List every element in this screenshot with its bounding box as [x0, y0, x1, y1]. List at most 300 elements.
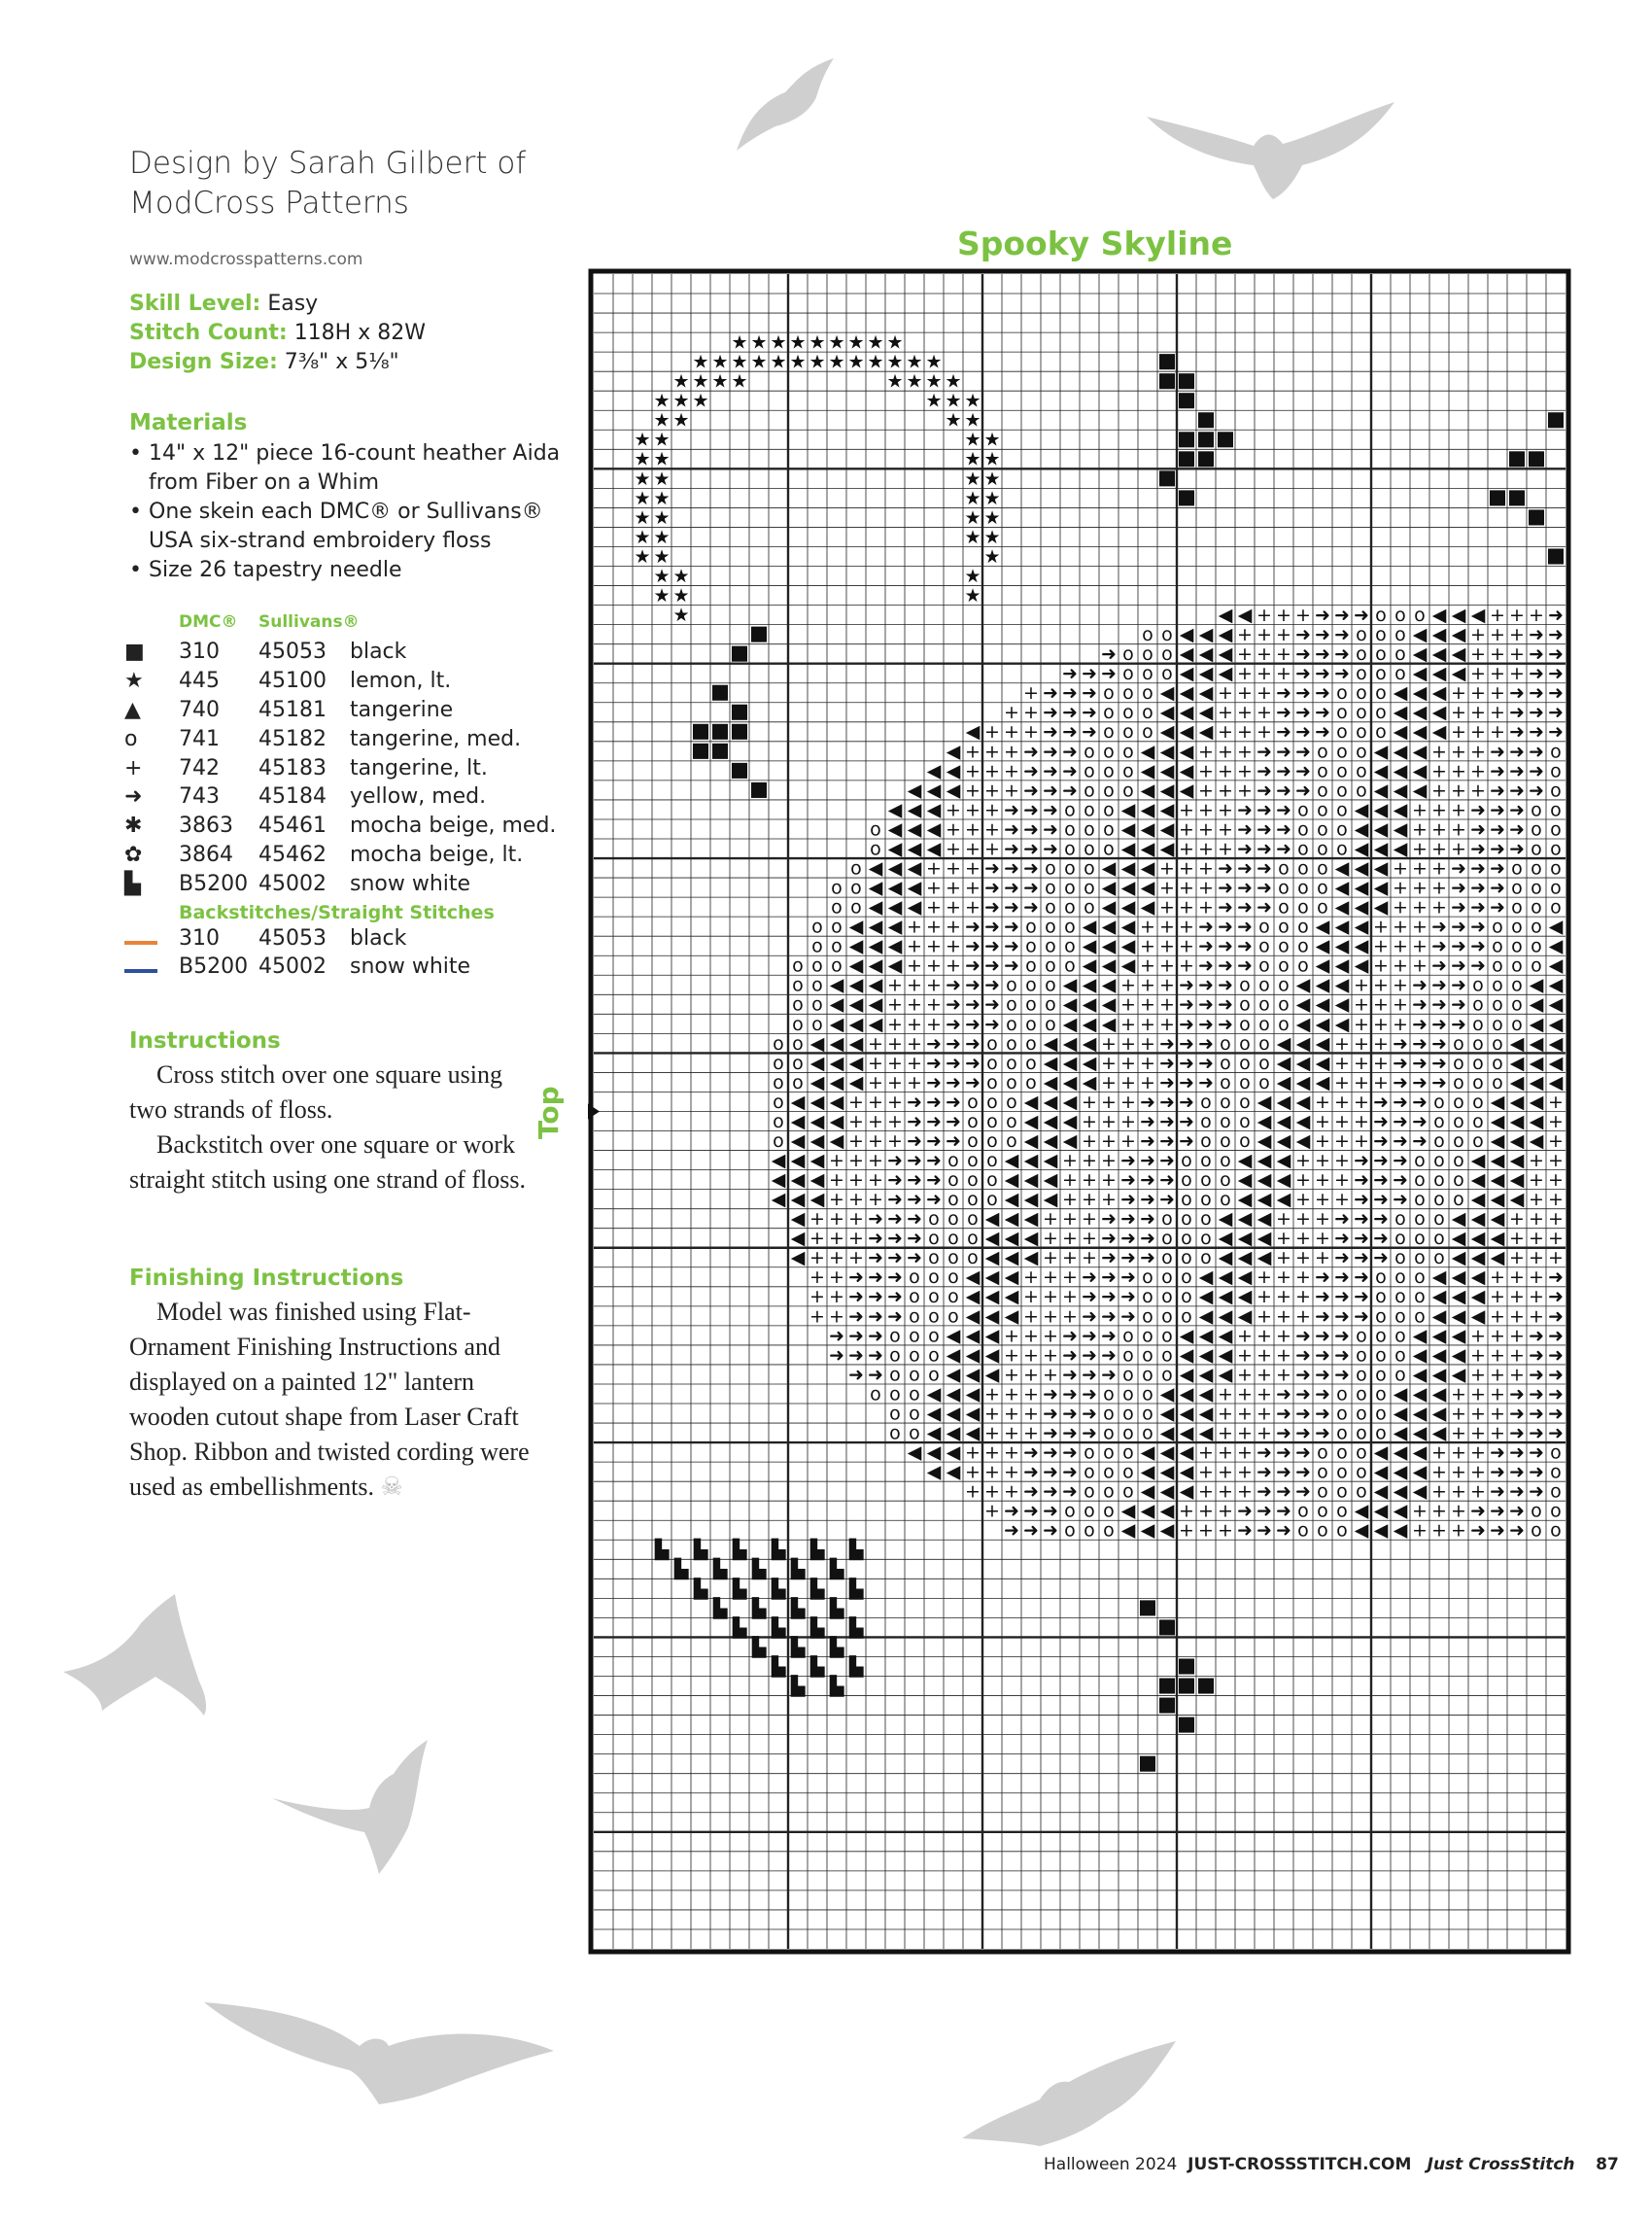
stitch-yellow: ➜ — [1159, 1071, 1175, 1093]
stitch-tangerine: ◀ — [1490, 1091, 1505, 1113]
stitch-yellow: ➜ — [965, 1052, 981, 1074]
stitch-yellow: ➜ — [1529, 624, 1544, 646]
stitch-tangerine-lt: + — [984, 1383, 1000, 1405]
stitch-tangerine: ◀ — [1159, 1480, 1175, 1503]
stitch-tangerine-lt: + — [1198, 838, 1214, 860]
stitch-yellow: ➜ — [1451, 993, 1466, 1016]
stitch-tangerine-lt: + — [1237, 1422, 1253, 1444]
stitch-tangerine-med: o — [1181, 1149, 1192, 1171]
stitch-tangerine: ◀ — [790, 1247, 806, 1269]
stitch-tangerine-lt: + — [1373, 974, 1389, 996]
stitch-tangerine-lt: + — [984, 1403, 1000, 1425]
stitch-tangerine: ◀ — [1451, 1305, 1466, 1328]
stitch-yellow: ➜ — [984, 935, 1000, 957]
stitch-lemon: ★ — [770, 331, 787, 354]
stitch-tangerine: ◀ — [965, 1422, 981, 1444]
stitch-yellow: ➜ — [1101, 663, 1117, 685]
stitch-tangerine-lt: + — [1354, 1110, 1369, 1132]
stitch-tangerine-lt: + — [1004, 1364, 1019, 1386]
stitch-tangerine: ◀ — [1490, 1247, 1505, 1269]
stitch-tangerine-med: o — [1006, 1052, 1017, 1074]
stitch-tangerine-lt: + — [1256, 682, 1272, 705]
stitch-tangerine-lt: + — [1276, 1325, 1291, 1347]
stitch-tangerine-lt: + — [965, 741, 981, 763]
stitch-tangerine-lt: + — [1276, 663, 1291, 685]
designer-line-1: Design by Sarah Gilbert of — [129, 146, 527, 181]
stitch-tangerine: ◀ — [1431, 605, 1447, 627]
stitch-yellow: ➜ — [946, 1071, 961, 1093]
stitch-black — [712, 744, 728, 759]
stitch-tangerine-lt: + — [946, 818, 961, 841]
stitch-tangerine: ◀ — [1509, 1189, 1525, 1211]
stitch-yellow: ➜ — [1295, 1441, 1311, 1464]
stitch-tangerine-med: o — [947, 1266, 959, 1289]
stitch-yellow: ➜ — [1509, 838, 1525, 860]
stitch-tangerine: ◀ — [809, 1071, 825, 1093]
stitch-tangerine-lt: + — [1470, 741, 1486, 763]
stitch-tangerine: ◀ — [1256, 1149, 1272, 1171]
stitch-tangerine-med: o — [1258, 916, 1270, 938]
stitch-yellow: ➜ — [1082, 682, 1097, 705]
stitch-yellow: ➜ — [1451, 1013, 1466, 1035]
stitch-tangerine-lt: + — [1198, 896, 1214, 919]
stitch-yellow: ➜ — [1431, 954, 1447, 977]
stitch-yellow: ➜ — [1179, 974, 1194, 996]
stitch-tangerine: ◀ — [1295, 1071, 1311, 1093]
stitch-yellow: ➜ — [1159, 1091, 1175, 1113]
stitch-tangerine-med: o — [986, 1169, 998, 1192]
footer-site[interactable]: JUST-CROSSSTITCH.COM — [1187, 2155, 1412, 2174]
stitch-tangerine-med: o — [1122, 1441, 1134, 1464]
stitch-yellow: ➜ — [1315, 1305, 1330, 1328]
stitch-tangerine-med: o — [1356, 741, 1367, 763]
stitch-tangerine: ◀ — [1529, 1110, 1544, 1132]
stitch-tangerine: ◀ — [907, 818, 922, 841]
stitch-yellow: ➜ — [1509, 1500, 1525, 1522]
stitch-lemon: ★ — [925, 351, 943, 373]
stitch-tangerine: ◀ — [1354, 818, 1369, 841]
stitch-yellow: ➜ — [965, 935, 981, 957]
stitch-yellow: ➜ — [1509, 780, 1525, 802]
stitch-tangerine: ◀ — [790, 1189, 806, 1211]
stitch-tangerine-lt: + — [965, 799, 981, 821]
stitch-black — [1509, 490, 1525, 505]
stitch-yellow: ➜ — [1276, 1461, 1291, 1483]
stitch-tangerine: ◀ — [1315, 916, 1330, 938]
stitch-tangerine-med: o — [831, 877, 843, 899]
stitch-yellow: ➜ — [1490, 1441, 1505, 1464]
stitch-tangerine-lt: + — [1354, 974, 1369, 996]
stitch-tangerine: ◀ — [809, 1149, 825, 1171]
stitch-tangerine-med: o — [1142, 721, 1153, 744]
stitch-yellow: ➜ — [1431, 935, 1447, 957]
dmc-number: 310 — [179, 640, 220, 665]
stitch-yellow: ➜ — [1082, 1422, 1097, 1444]
stitch-tangerine-med: o — [889, 1344, 901, 1367]
stitch-tangerine-med: o — [909, 1305, 920, 1328]
stitch-lemon: ★ — [731, 370, 748, 393]
stitch-tangerine-med: o — [1336, 702, 1348, 724]
stitch-tangerine-med: o — [1161, 1305, 1173, 1328]
backstitch-line-icon — [124, 941, 157, 945]
stitch-tangerine-med: o — [1161, 1266, 1173, 1289]
stitch-yellow: ➜ — [1023, 838, 1039, 860]
stitch-tangerine: ◀ — [946, 1403, 961, 1425]
stitch-tangerine: ◀ — [1120, 935, 1136, 957]
stitch-tangerine: ◀ — [1295, 1032, 1311, 1055]
instructions-text — [129, 1058, 537, 1197]
stitch-yellow: ➜ — [868, 1266, 883, 1289]
stitch-tangerine-lt: + — [1334, 1149, 1350, 1171]
stitch-lemon: ★ — [634, 468, 651, 490]
sullivans-number: 45461 — [258, 814, 327, 839]
stitch-yellow: ➜ — [829, 1344, 844, 1367]
stitch-tangerine-lt: + — [868, 1189, 883, 1211]
stitch-tangerine-lt: + — [1140, 1013, 1155, 1035]
stitch-yellow: ➜ — [1451, 896, 1466, 919]
stitch-yellow: ➜ — [984, 896, 1000, 919]
stitch-black — [1179, 451, 1194, 467]
stitch-yellow: ➜ — [1529, 643, 1544, 666]
stitch-black — [712, 724, 728, 740]
stitch-tangerine-lt: + — [1101, 1091, 1117, 1113]
stitch-tangerine-lt: + — [1043, 1266, 1058, 1289]
stitch-yellow: ➜ — [1431, 1052, 1447, 1074]
stitch-yellow: ➜ — [984, 857, 1000, 880]
stitch-yellow: ➜ — [1470, 935, 1486, 957]
stitch-tangerine-med: o — [1394, 643, 1406, 666]
stitch-tangerine-med: o — [1006, 1091, 1017, 1113]
stitch-tangerine-med: o — [1142, 1403, 1153, 1425]
stitch-tangerine-lt: + — [1023, 1266, 1039, 1289]
stitch-tangerine-lt: + — [1120, 1129, 1136, 1152]
stitch-tangerine-lt: + — [848, 1189, 864, 1211]
stitch-tangerine-lt: + — [1373, 1071, 1389, 1093]
stitch-tangerine-med: o — [967, 1149, 979, 1171]
stitch-tangerine-med: o — [1220, 1052, 1231, 1074]
stitch-tangerine-med: o — [986, 1032, 998, 1055]
stitch-yellow: ➜ — [1043, 1383, 1058, 1405]
stitch-tangerine-lt: + — [1237, 780, 1253, 802]
stitch-tangerine-med: o — [1064, 954, 1076, 977]
stitch-tangerine-lt: + — [1373, 1052, 1389, 1074]
stitch-tangerine: ◀ — [1140, 877, 1155, 899]
dmc-number: 310 — [179, 925, 220, 951]
stitch-snow-white: ▙ — [829, 1636, 844, 1658]
stitch-yellow: ➜ — [1023, 799, 1039, 821]
stitch-tangerine-med: o — [1142, 1344, 1153, 1367]
stitch-tangerine-med: o — [792, 1032, 804, 1055]
stitch-tangerine: ◀ — [1198, 721, 1214, 744]
stitch-tangerine: ◀ — [887, 916, 903, 938]
stitch-yellow: ➜ — [926, 1052, 942, 1074]
stitch-tangerine-lt: + — [1470, 1344, 1486, 1367]
stitch-tangerine: ◀ — [1179, 1344, 1194, 1367]
stitch-tangerine-med: o — [1531, 799, 1542, 821]
stitch-yellow: ➜ — [1354, 1208, 1369, 1231]
stitch-tangerine-lt: + — [1062, 1266, 1078, 1289]
stitch-tangerine: ◀ — [848, 1071, 864, 1093]
stitch-yellow: ➜ — [965, 1013, 981, 1035]
stitch-tangerine-med: o — [1084, 1519, 1095, 1542]
stitch-tangerine: ◀ — [965, 1383, 981, 1405]
stitch-snow-white: ▙ — [771, 1539, 786, 1561]
stitch-tangerine-med: o — [1336, 721, 1348, 744]
stitch-yellow: ➜ — [1023, 896, 1039, 919]
stitch-tangerine-lt: + — [1431, 741, 1447, 763]
stitch-tangerine-lt: + — [965, 896, 981, 919]
stitch-yellow: ➜ — [1120, 1228, 1136, 1250]
stitch-tangerine: ◀ — [1373, 1500, 1389, 1522]
stitch-tangerine-lt: + — [1548, 1247, 1564, 1269]
stitch-tangerine-lt: + — [1120, 974, 1136, 996]
stitch-yellow: ➜ — [1295, 1403, 1311, 1425]
stitch-tangerine: ◀ — [1140, 857, 1155, 880]
stitch-tangerine-med: o — [1511, 896, 1523, 919]
stitch-tangerine-lt: + — [1315, 1247, 1330, 1269]
stitch-yellow: ➜ — [1529, 780, 1544, 802]
designer-website[interactable]: www.modcrosspatterns.com — [129, 250, 363, 269]
stitch-snow-white: ▙ — [771, 1578, 786, 1600]
stitch-tangerine: ◀ — [1451, 1344, 1466, 1367]
stitch-tangerine-med: o — [1025, 1032, 1037, 1055]
stitch-tangerine: ◀ — [1004, 1305, 1019, 1328]
stitch-tangerine-lt: + — [1470, 1422, 1486, 1444]
stitch-yellow: ➜ — [1451, 857, 1466, 880]
stitch-snow-white: ▙ — [771, 1616, 786, 1639]
stitch-tangerine-lt: + — [1393, 974, 1408, 996]
stitch-lemon: ★ — [809, 331, 826, 354]
stitch-tangerine: ◀ — [1140, 1461, 1155, 1483]
stitch-tangerine: ◀ — [1529, 1052, 1544, 1074]
stitch-tangerine-med: o — [1336, 818, 1348, 841]
stitch-yellow: ➜ — [1412, 1091, 1428, 1113]
stitch-yellow: ➜ — [1120, 1286, 1136, 1308]
stitch-symbol-icon: ▲ — [124, 697, 141, 722]
stitch-yellow: ➜ — [1315, 1286, 1330, 1308]
stitch-black — [1548, 412, 1564, 428]
stitch-tangerine-med: o — [1006, 1110, 1017, 1132]
stitch-black — [1179, 1679, 1194, 1694]
stitch-tangerine-med: o — [1453, 1169, 1464, 1192]
stitch-tangerine-med: o — [928, 1344, 940, 1367]
stitch-tangerine-med: o — [909, 1325, 920, 1347]
stitch-tangerine: ◀ — [1004, 1169, 1019, 1192]
stitch-tangerine-med: o — [1103, 799, 1115, 821]
stitch-yellow: ➜ — [1315, 682, 1330, 705]
stitch-tangerine-lt: + — [1548, 1091, 1564, 1113]
stitch-tangerine-lt: + — [809, 1286, 825, 1308]
stitch-tangerine: ◀ — [1451, 663, 1466, 685]
stitch-tangerine-lt: + — [1004, 1383, 1019, 1405]
stitch-tangerine-lt: + — [887, 1071, 903, 1093]
stitch-tangerine: ◀ — [868, 935, 883, 957]
stitch-tangerine-med: o — [1084, 857, 1095, 880]
stitch-symbol-icon: + — [124, 755, 143, 780]
stitch-yellow: ➜ — [1334, 643, 1350, 666]
stitch-lemon: ★ — [867, 331, 884, 354]
stitch-black — [1179, 432, 1194, 447]
stitch-tangerine: ◀ — [1179, 702, 1194, 724]
stitch-yellow: ➜ — [1470, 799, 1486, 821]
stitch-tangerine: ◀ — [946, 1344, 961, 1367]
stitch-yellow: ➜ — [1490, 799, 1505, 821]
stitch-yellow: ➜ — [829, 1325, 844, 1347]
stitch-tangerine: ◀ — [1004, 1228, 1019, 1250]
stitch-yellow: ➜ — [1334, 1305, 1350, 1328]
stitch-tangerine: ◀ — [1256, 1208, 1272, 1231]
stitch-tangerine-lt: + — [1412, 916, 1428, 938]
stitch-tangerine-med: o — [1084, 1461, 1095, 1483]
sullivans-number: 45181 — [258, 697, 327, 722]
stitch-tangerine-med: o — [1356, 760, 1367, 782]
stitch-yellow: ➜ — [1023, 1480, 1039, 1503]
stitch-tangerine-med: o — [928, 1364, 940, 1386]
stitch-tangerine: ◀ — [809, 1189, 825, 1211]
stitch-tangerine-med: o — [1453, 1032, 1464, 1055]
stitch-yellow: ➜ — [1179, 1013, 1194, 1035]
stitch-tangerine: ◀ — [1043, 1110, 1058, 1132]
stitch-tangerine-lt: + — [1256, 1305, 1272, 1328]
stitch-yellow: ➜ — [1198, 1013, 1214, 1035]
stitch-yellow: ➜ — [1470, 857, 1486, 880]
stitch-yellow: ➜ — [1159, 1032, 1175, 1055]
stitch-tangerine: ◀ — [1140, 838, 1155, 860]
stitch-tangerine-med: o — [1394, 1325, 1406, 1347]
stitch-tangerine-med: o — [1472, 1013, 1484, 1035]
stitch-tangerine-lt: + — [1315, 1110, 1330, 1132]
stitch-yellow: ➜ — [1548, 1325, 1564, 1347]
stitch-yellow: ➜ — [887, 1169, 903, 1192]
stitch-tangerine-lt: + — [1276, 1344, 1291, 1367]
skill-level-label: Skill Level: — [129, 292, 261, 316]
stitch-tangerine: ◀ — [1470, 1149, 1486, 1171]
stitch-yellow: ➜ — [1004, 818, 1019, 841]
stitch-tangerine: ◀ — [1373, 857, 1389, 880]
stitch-tangerine-lt: + — [1062, 1208, 1078, 1231]
stitch-tangerine-lt: + — [1470, 1364, 1486, 1386]
stitch-yellow: ➜ — [1237, 838, 1253, 860]
stitch-tangerine-med: o — [1278, 916, 1290, 938]
stitch-tangerine: ◀ — [1548, 1071, 1564, 1093]
stitch-black — [1179, 1717, 1194, 1733]
stitch-yellow: ➜ — [1101, 1247, 1117, 1269]
stitch-tangerine: ◀ — [1295, 974, 1311, 996]
stitch-lemon: ★ — [789, 351, 807, 373]
stitch-symbol-icon: ➜ — [124, 784, 143, 810]
stitch-tangerine-lt: + — [1509, 1344, 1525, 1367]
stitch-tangerine-med: o — [1375, 1364, 1387, 1386]
stitch-tangerine-med: o — [1239, 1129, 1251, 1152]
stitch-tangerine-med: o — [1317, 780, 1328, 802]
stitch-tangerine-lt: + — [965, 877, 981, 899]
stitch-tangerine-med: o — [1472, 1032, 1484, 1055]
stitch-tangerine-lt: + — [1256, 721, 1272, 744]
stitch-tangerine: ◀ — [1237, 1305, 1253, 1328]
stitch-snow-white: ▙ — [829, 1675, 844, 1697]
stitch-yellow: ➜ — [1062, 682, 1078, 705]
stitch-tangerine-med: o — [1278, 993, 1290, 1016]
stitch-tangerine: ◀ — [1412, 663, 1428, 685]
stitch-tangerine-lt: + — [1412, 896, 1428, 919]
stitch-tangerine-med: o — [1414, 1189, 1426, 1211]
stitch-tangerine: ◀ — [1315, 1052, 1330, 1074]
stitch-tangerine-med: o — [947, 1189, 959, 1211]
sullivans-number: 45182 — [258, 726, 327, 751]
stitch-tangerine-lt: + — [1237, 1364, 1253, 1386]
stitch-tangerine-med: o — [1492, 993, 1503, 1016]
stitch-black — [1159, 1619, 1175, 1635]
stitch-yellow: ➜ — [1256, 877, 1272, 899]
stitch-yellow: ➜ — [1082, 1325, 1097, 1347]
stitch-black — [1529, 451, 1544, 467]
stitch-black — [1198, 412, 1214, 428]
stitch-yellow: ➜ — [946, 1091, 961, 1113]
stitch-tangerine-med: o — [1103, 760, 1115, 782]
stitch-tangerine-lt: + — [1509, 605, 1525, 627]
stitch-lemon: ★ — [672, 390, 690, 412]
stitch-tangerine: ◀ — [926, 1441, 942, 1464]
stitch-tangerine-lt: + — [848, 1169, 864, 1192]
stitch-yellow: ➜ — [1023, 741, 1039, 763]
stitch-yellow: ➜ — [1470, 818, 1486, 841]
stitch-tangerine-med: o — [1084, 877, 1095, 899]
stitch-yellow: ➜ — [1004, 799, 1019, 821]
stitch-tangerine-med: o — [1336, 1441, 1348, 1464]
stitch-tangerine-med: o — [1531, 954, 1542, 977]
stitch-tangerine-lt: + — [1023, 1422, 1039, 1444]
stitch-tangerine-lt: + — [926, 954, 942, 977]
stitch-tangerine-lt: + — [1431, 760, 1447, 782]
stitch-tangerine-lt: + — [1490, 1403, 1505, 1425]
stitch-black — [1179, 1658, 1194, 1674]
stitch-tangerine: ◀ — [1218, 1286, 1233, 1308]
stitch-tangerine: ◀ — [1120, 916, 1136, 938]
stitch-lemon: ★ — [886, 370, 904, 393]
stitch-yellow: ➜ — [1490, 838, 1505, 860]
bat-icon — [63, 1594, 209, 1720]
stitch-tangerine-med: o — [1550, 838, 1562, 860]
stitch-tangerine: ◀ — [1431, 702, 1447, 724]
stitch-tangerine: ◀ — [1120, 896, 1136, 919]
stitch-tangerine: ◀ — [965, 1305, 981, 1328]
stitch-tangerine: ◀ — [1393, 1383, 1408, 1405]
stitch-yellow: ➜ — [1470, 1519, 1486, 1542]
stitch-tangerine: ◀ — [829, 1032, 844, 1055]
stitch-tangerine-lt: + — [829, 1189, 844, 1211]
stitch-tangerine: ◀ — [1548, 993, 1564, 1016]
stitch-symbol-icon: ▙ — [124, 871, 141, 896]
stitch-yellow: ➜ — [1256, 1480, 1272, 1503]
stitch-yellow: ➜ — [965, 974, 981, 996]
stitch-tangerine-lt: + — [1218, 838, 1233, 860]
stitch-tangerine-lt: + — [887, 1129, 903, 1152]
stitch-tangerine-lt: + — [1237, 1325, 1253, 1347]
stitch-tangerine-lt: + — [848, 1129, 864, 1152]
stitch-black — [693, 724, 708, 740]
stitch-yellow: ➜ — [1062, 1325, 1078, 1347]
stitch-yellow: ➜ — [1198, 935, 1214, 957]
stitch-tangerine-med: o — [1297, 838, 1309, 860]
stitch-yellow: ➜ — [1412, 1013, 1428, 1035]
stitch-yellow: ➜ — [1082, 702, 1097, 724]
stitch-tangerine-med: o — [1103, 1383, 1115, 1405]
stitch-tangerine: ◀ — [1198, 1383, 1214, 1405]
stitch-tangerine-med: o — [1297, 1500, 1309, 1522]
stitch-tangerine-med: o — [1356, 1403, 1367, 1425]
stitch-tangerine-lt: + — [1276, 643, 1291, 666]
stitch-tangerine-med: o — [947, 1149, 959, 1171]
